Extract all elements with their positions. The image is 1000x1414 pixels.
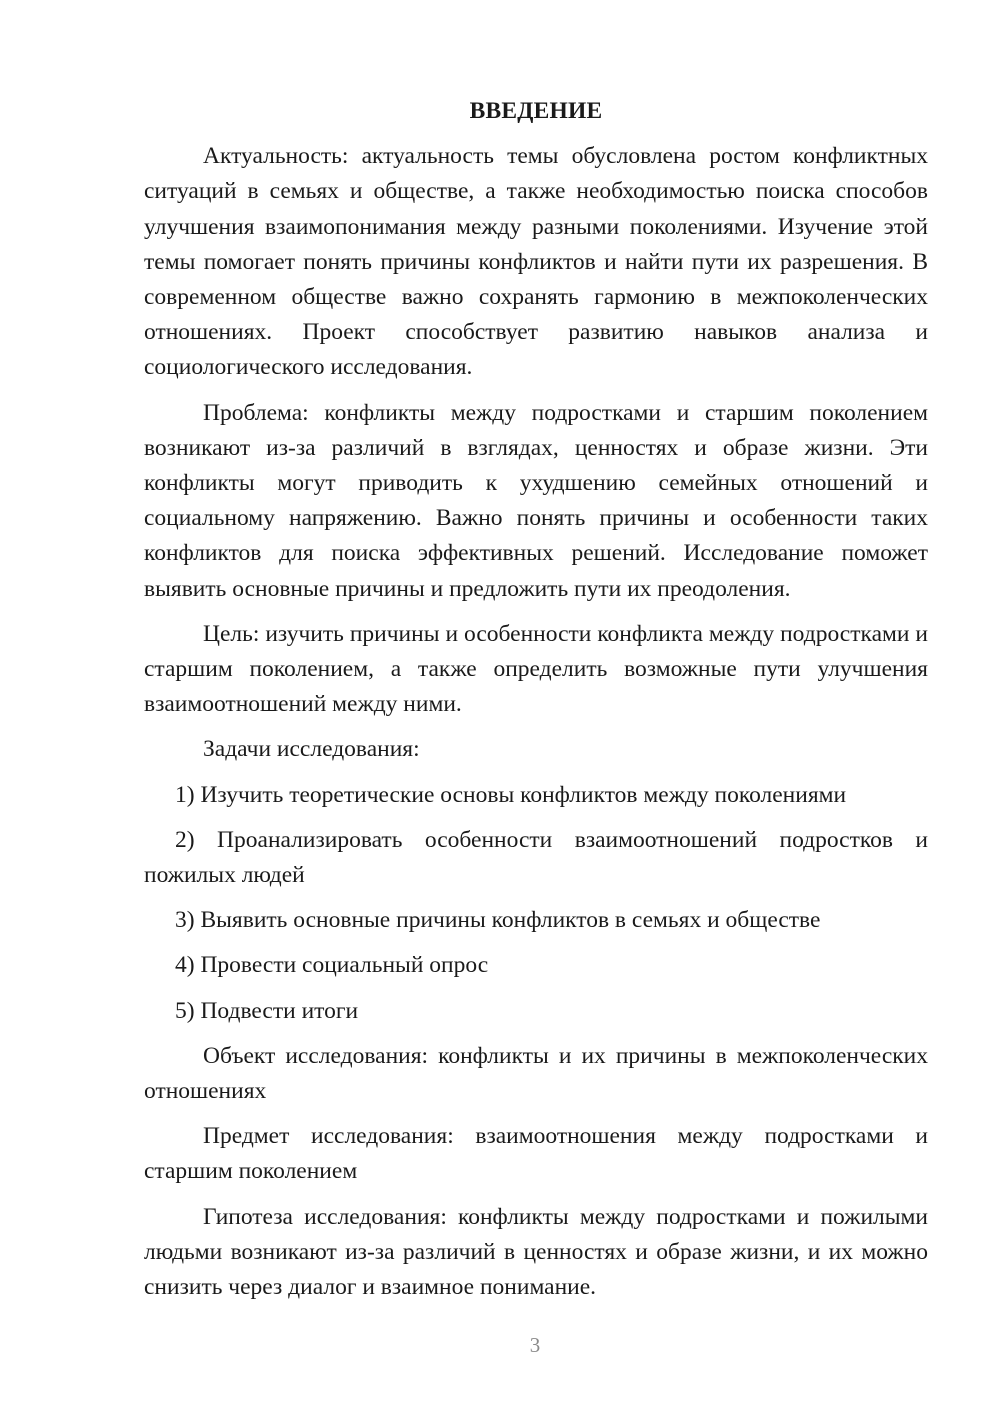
paragraph-subject: Предмет исследования: взаимоотношения между подростками и старшим поколением <box>144 1123 928 1185</box>
page-content <box>144 94 928 1315</box>
task-item: 3) Выявить основные причины конфликтов в семьях и обществе <box>175 907 821 934</box>
task-item: 1) Изучить теоретические основы конфликтов между поколениями <box>175 781 847 808</box>
section-title: ВВЕДЕНИЕ <box>469 98 603 124</box>
task-item: 5) Подвести итоги <box>175 997 359 1024</box>
page-number: 3 <box>529 1333 541 1357</box>
paragraph-problem: Проблема: конфликты между подростками и старшим поколением возникают из-за различий в взглядах, ценностях и образе жизни. Эти конфликты могут приводить к ухудшению семейных отношений и социальному напряжению. Важно понять причины и особенности таких конфликтов для поиска эффективных решений. Исследование поможет выявить основные причины и предложить пути их преодоления. <box>144 399 928 602</box>
paragraph-tasks-heading: Задачи исследования: <box>203 736 420 763</box>
task-item: 2) Проанализировать особенности взаимоотношений подростков и пожилых людей <box>144 826 928 889</box>
paragraph-hypothesis: Гипотеза исследования: конфликты между подростками и пожилыми людьми возникают из-за различий в ценностях и образе жизни, и их можно снизить через диалог и взаимное понимание. <box>144 1203 928 1301</box>
paragraph-object: Объект исследования: конфликты и их причины в межпоколенческих отношениях <box>144 1042 928 1105</box>
paragraph-goal: Цель: изучить причины и особенности конфликта между подростками и старшим поколением, а также определить возможные пути улучшения взаимоотношений между ними. <box>144 620 928 718</box>
paragraph-relevance: Актуальность: актуальность темы обусловлена ростом конфликтных ситуаций в семьях и обществе, а также необходимостью поиска способов улучшения взаимопонимания между разными поколениями. Изучение этой темы помогает понять причины конфликтов и найти пути их разрешения. В современном обществе важно сохранять гармонию в межпоколенческих отношениях. Проект способствует развитию навыков анализа и социологического исследования. <box>144 143 928 381</box>
task-item: 4) Провести социальный опрос <box>175 952 489 979</box>
